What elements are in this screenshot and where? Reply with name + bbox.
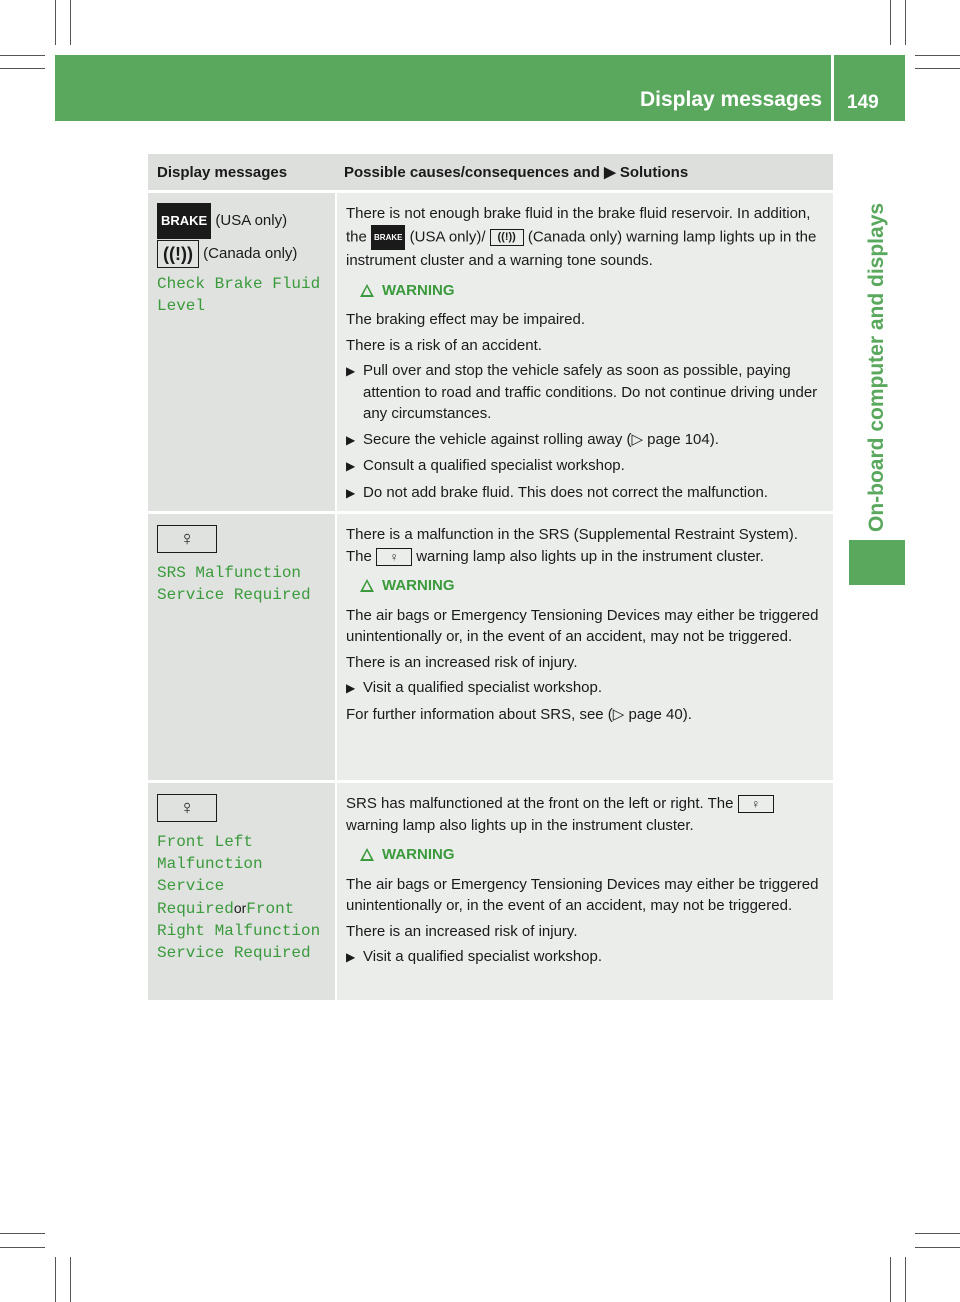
solution-cell bbox=[335, 514, 833, 780]
step-arrow-icon: ▶ bbox=[346, 485, 356, 500]
crop-mark bbox=[55, 0, 56, 45]
instruction-step: ▶ Do not add brake fluid. This does not correct the malfunction. bbox=[346, 482, 826, 505]
step-arrow-icon: ▶ bbox=[346, 459, 356, 473]
message-text: Service bbox=[157, 877, 225, 895]
warning-text: The air bags or Emergency Tensioning Devices may either be triggered unintentionally or, in the event of an accident, may not be triggered. bbox=[346, 606, 819, 645]
crop-mark bbox=[0, 55, 45, 56]
table-row bbox=[148, 511, 833, 780]
table-row bbox=[148, 780, 833, 1000]
warning-heading: WARNING bbox=[360, 575, 826, 597]
display-message-cell: BRAKE (USA only) ((!)) (Canada only) Check Brake Fluid Level bbox=[148, 193, 335, 511]
message-text: Service Required bbox=[157, 944, 311, 962]
warning-triangle-icon bbox=[360, 284, 374, 297]
warning-heading: WARNING bbox=[360, 280, 826, 302]
warning-text: The air bags or Emergency Tensioning Devices may either be triggered unintentionally or, in the event of an accident, may not be triggered. bbox=[346, 875, 819, 914]
display-message-cell bbox=[148, 514, 335, 780]
instruction-step: ▶ Visit a qualified specialist workshop. bbox=[346, 677, 826, 700]
message-text: Level bbox=[157, 297, 206, 315]
message-text: RequiredorFront bbox=[157, 900, 295, 918]
display-messages-table bbox=[148, 154, 833, 1000]
solution-cell bbox=[335, 783, 833, 1000]
brake-icon: BRAKE bbox=[157, 203, 211, 239]
step-arrow-icon: ▶ bbox=[346, 681, 356, 695]
header-separator bbox=[831, 55, 834, 121]
brake-circle-icon: ((!)) bbox=[157, 240, 199, 268]
page-number: 149 bbox=[847, 92, 879, 113]
step-arrow-icon: ▶ bbox=[346, 364, 356, 378]
col-header-display-messages: Display messages bbox=[157, 163, 288, 181]
warning-text: There is a risk of an accident. bbox=[346, 336, 542, 354]
message-text: Check Brake Fluid bbox=[157, 275, 321, 293]
message-text: SRS Malfunction bbox=[157, 564, 302, 582]
col-header-solutions: Possible causes/consequences and ▶ Solutions bbox=[344, 164, 689, 181]
section-side-block bbox=[849, 540, 905, 585]
crop-mark bbox=[70, 0, 71, 45]
instruction-step: ▶ Pull over and stop the vehicle safely as soon as possible, paying attention to road and traffic conditions. Do not continue driving under any circumstances. bbox=[346, 360, 826, 425]
crop-mark bbox=[890, 0, 891, 45]
crop-mark bbox=[0, 1233, 45, 1234]
table-row bbox=[148, 190, 833, 511]
crop-mark bbox=[915, 1247, 960, 1248]
crop-mark bbox=[0, 68, 45, 69]
instruction-step: ▶ Visit a qualified specialist workshop. bbox=[346, 946, 826, 969]
airbag-warning-icon: ♀ bbox=[738, 795, 774, 813]
airbag-warning-icon: ♀ bbox=[376, 548, 412, 566]
step-arrow-icon: ▶ bbox=[346, 950, 356, 964]
display-message-cell bbox=[148, 783, 335, 1000]
crop-mark bbox=[0, 1247, 45, 1248]
instruction-step: ▶ Secure the vehicle against rolling away (▷ page 104). bbox=[346, 429, 826, 452]
message-text: Malfunction bbox=[157, 855, 263, 873]
crop-mark bbox=[905, 0, 906, 45]
solution-cell bbox=[335, 193, 833, 511]
crop-mark bbox=[915, 1233, 960, 1234]
crop-mark bbox=[915, 55, 960, 56]
arrow-right-icon: ▶ bbox=[604, 164, 616, 181]
crop-mark bbox=[915, 68, 960, 69]
message-text: Right Malfunction bbox=[157, 922, 321, 940]
brake-icon: BRAKE bbox=[371, 225, 405, 251]
airbag-warning-icon: ♀ bbox=[157, 794, 217, 822]
crop-mark bbox=[890, 1257, 891, 1302]
intro-text: There is not enough brake fluid in the brake fluid reservoir. In addition, the BRAKE (USA only)/ ((!)) (Canada only) warning lamp lights up in the instrument cluster and a warning tone sounds. bbox=[346, 205, 817, 269]
intro-text: SRS has malfunctioned at the front on the left or right. The ♀ warning lamp also lights up in the instrument cluster. bbox=[346, 793, 826, 836]
warning-text: There is an increased risk of injury. bbox=[346, 922, 578, 940]
warning-triangle-icon bbox=[360, 848, 374, 861]
warning-heading: WARNING bbox=[360, 844, 826, 866]
warning-text: There is an increased risk of injury. bbox=[346, 653, 578, 671]
intro-text: There is a malfunction in the SRS (Supplemental Restraint System). The ♀ warning lamp also lights up in the instrument cluster. bbox=[346, 526, 798, 565]
message-text: Front Left bbox=[157, 833, 254, 851]
crop-mark bbox=[70, 1257, 71, 1302]
instruction-step: ▶ Consult a qualified specialist workshop. bbox=[346, 455, 826, 478]
section-side-title: On-board computer and displays bbox=[865, 202, 888, 532]
airbag-warning-icon: ♀ bbox=[157, 525, 217, 553]
brake-circle-icon: ((!)) bbox=[490, 229, 524, 246]
step-arrow-icon: ▶ bbox=[346, 432, 356, 447]
table-header bbox=[148, 154, 833, 190]
message-text: Service Required bbox=[157, 586, 311, 604]
crop-mark bbox=[905, 1257, 906, 1302]
page-title: Display messages bbox=[640, 88, 823, 111]
warning-triangle-icon bbox=[360, 579, 374, 592]
crop-mark bbox=[55, 1257, 56, 1302]
footer-text: For further information about SRS, see (▷ page 40). bbox=[346, 705, 692, 723]
warning-text: The braking effect may be impaired. bbox=[346, 311, 586, 328]
